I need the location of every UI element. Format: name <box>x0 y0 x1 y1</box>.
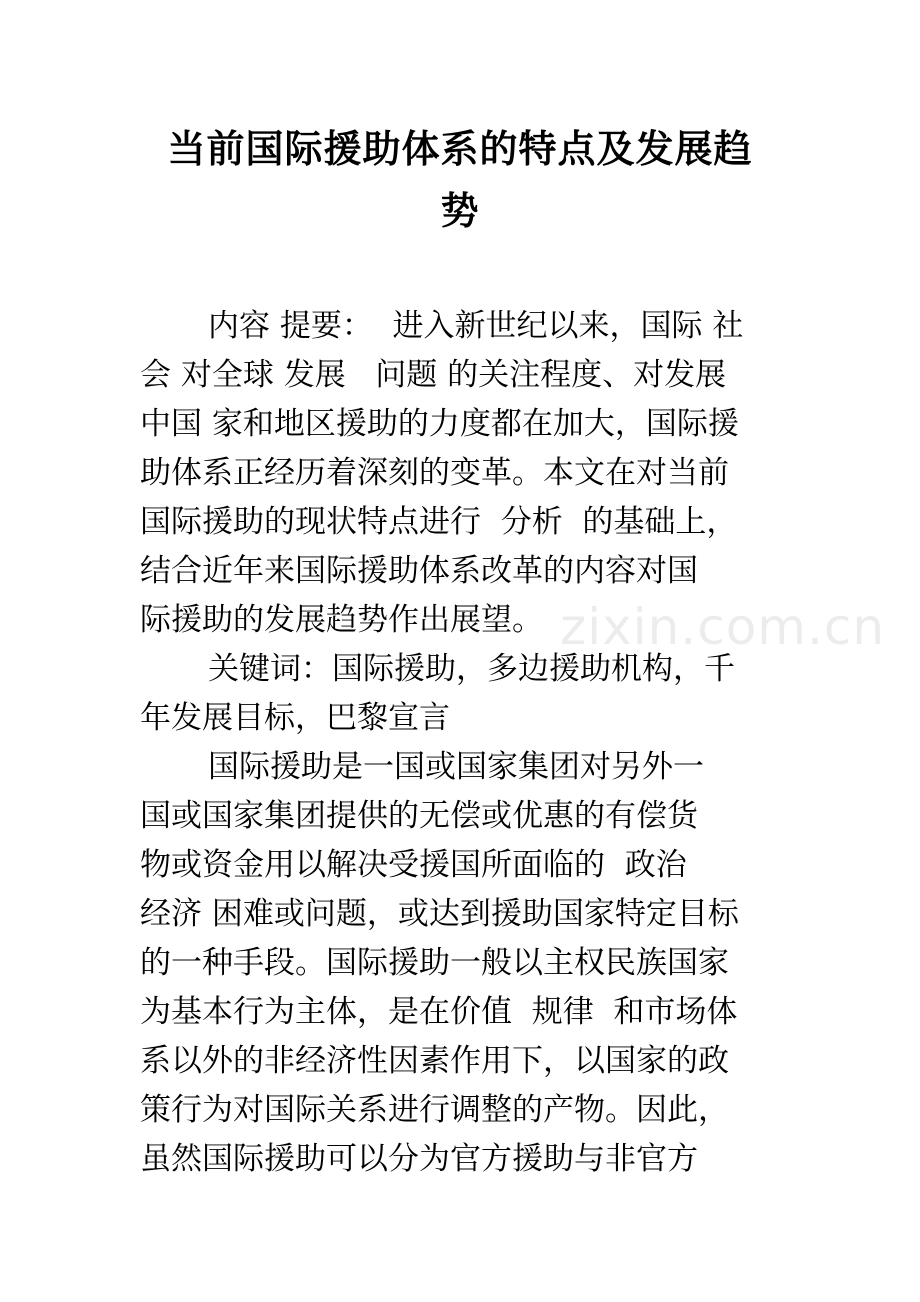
document-body <box>140 302 785 1184</box>
paragraph-body <box>140 743 785 1184</box>
paragraph-abstract <box>140 302 785 645</box>
text-line: 虽然国际援助可以分为官方援助与非官方 <box>140 1141 698 1177</box>
text-line: 国际援助是一国或国家集团对另外一 <box>208 749 704 785</box>
text-line: 助体系正经历着深刻的变革。本文在对当前 <box>140 455 729 491</box>
text-line: 际援助的发展趋势作出展望。 <box>140 602 543 638</box>
text-line: 为基本行为主体，是在价值 规律 和市场体 <box>140 994 738 1030</box>
text-line: 年发展目标，巴黎宣言 <box>140 700 450 736</box>
text-line: 物或资金用以解决受援国所面临的 政治 <box>140 847 687 883</box>
title-line: 当前国际援助体系的特点及发展趋 <box>167 127 753 171</box>
text-line: 中国 家和地区援助的力度都在加大，国际援 <box>140 406 739 442</box>
watermark-text: zixin.com.cn <box>560 598 886 656</box>
text-line: 经济 困难或问题，或达到援助国家特定目标 <box>140 896 739 932</box>
text-line: 国或国家集团提供的无偿或优惠的有偿货 <box>140 798 698 834</box>
title-line: 势 <box>440 189 480 233</box>
text-line: 系以外的非经济性因素作用下，以国家的政 <box>140 1043 729 1079</box>
text-line: 国际援助的现状特点进行 分析 的基础上， <box>140 504 738 540</box>
text-line: 策行为对国际关系进行调整的产物。因此， <box>140 1092 729 1128</box>
text-line: 关键词：国际援助，多边援助机构，千 <box>208 651 735 687</box>
text-line: 结合近年来国际援助体系改革的内容对国 <box>140 553 698 589</box>
paragraph-keywords <box>140 645 785 743</box>
text-line: 内容 提要： 进入新世纪以来，国际 社 <box>208 308 744 344</box>
document-title <box>140 118 780 242</box>
text-line: 的一种手段。国际援助一般以主权民族国家 <box>140 945 729 981</box>
text-line: 会 对全球 发展 问题 的关注程度、对发展 <box>140 357 727 393</box>
